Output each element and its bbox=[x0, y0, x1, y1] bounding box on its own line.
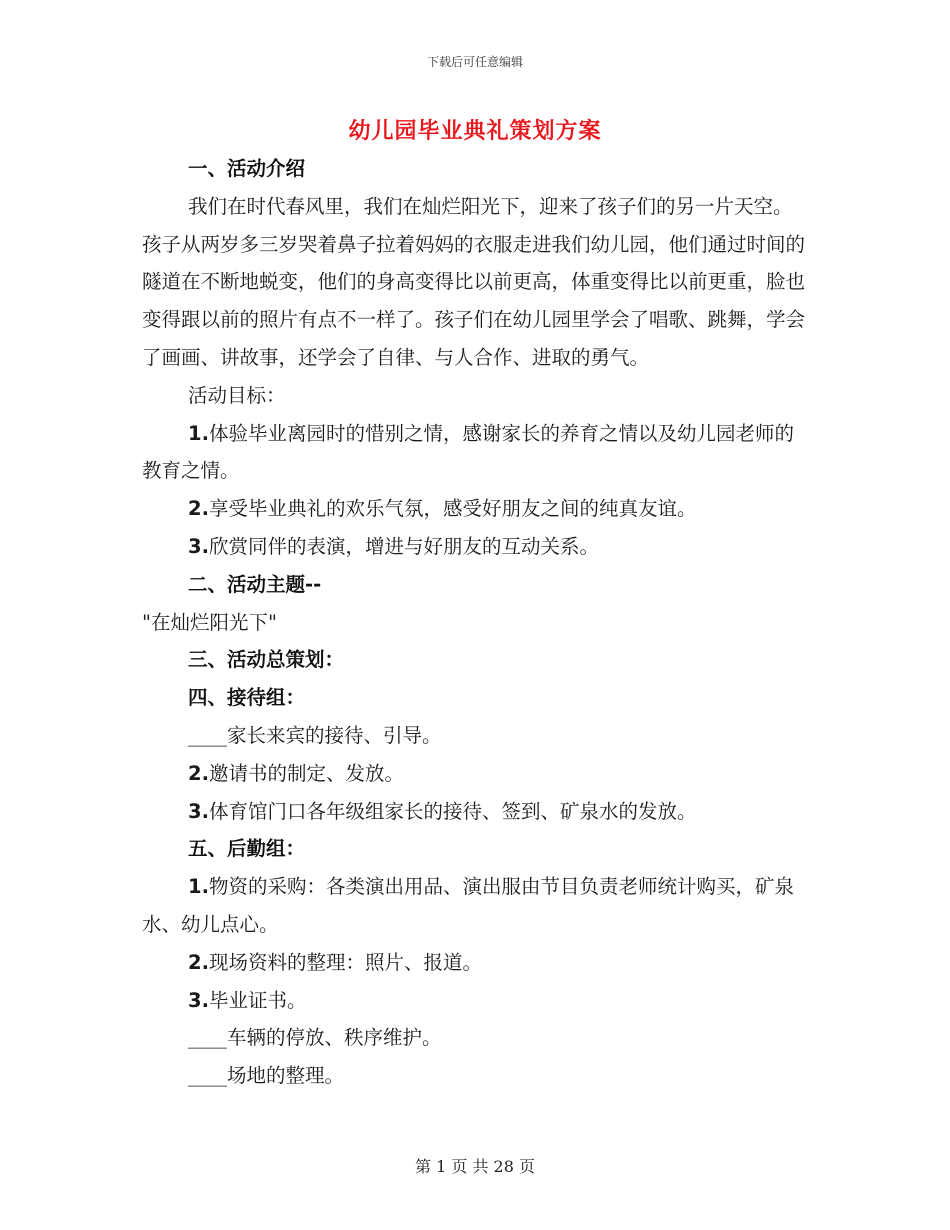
goal-item bbox=[142, 415, 807, 491]
theme-text: "在灿烂阳光下" bbox=[142, 610, 277, 634]
section-heading-intro: 一、活动介绍 bbox=[188, 157, 306, 180]
goal-item bbox=[142, 490, 807, 528]
goal-text: 欣赏同伴的表演，增进与好朋友的互动关系。 bbox=[208, 534, 599, 558]
goals-label: 活动目标： bbox=[188, 383, 286, 407]
page-footer: 第 1 页 共 28 页 bbox=[415, 1157, 535, 1176]
goal-number: 3. bbox=[188, 534, 209, 558]
document-title: 幼儿园毕业典礼策划方案 bbox=[348, 119, 602, 144]
reception-item bbox=[142, 793, 807, 831]
document-body bbox=[142, 150, 807, 1095]
reception-number: 3. bbox=[188, 799, 209, 823]
reception-text: 邀请书的制定、发放。 bbox=[208, 761, 404, 785]
logistics-text: ____车辆的停放、秩序维护。 bbox=[188, 1026, 442, 1050]
goal-number: 1. bbox=[188, 421, 209, 445]
reception-number: 2. bbox=[188, 761, 209, 785]
header-note: 下载后可任意编辑 bbox=[426, 55, 523, 69]
logistics-text: ____场地的整理。 bbox=[188, 1064, 345, 1088]
section-heading-reception: 四、接待组： bbox=[188, 686, 306, 710]
logistics-item bbox=[142, 982, 807, 1020]
reception-text: ____家长来宾的接待、引导。 bbox=[188, 723, 442, 747]
logistics-text: 毕业证书。 bbox=[208, 988, 307, 1012]
logistics-number: 1. bbox=[188, 875, 209, 899]
goal-item bbox=[142, 528, 807, 566]
section-heading-planning: 三、活动总策划： bbox=[188, 648, 345, 672]
reception-item bbox=[142, 717, 807, 755]
logistics-text: 现场资料的整理：照片、报道。 bbox=[208, 950, 482, 974]
goal-number: 2. bbox=[188, 497, 209, 521]
logistics-item bbox=[142, 1019, 807, 1057]
intro-paragraph: 我们在时代春风里，我们在灿烂阳光下，迎来了孩子们的另一片天空。孩子从两岁多三岁哭着鼻子拉着妈妈的衣服走进我们幼儿园，他们通过时间的隧道在不断地蜕变，他们的身高变得比以前更高，体重变得比以前更重，脸也变得跟以前的照片有点不一样了。孩子们在幼儿园里学会了唱歌、跳舞，学会了画画、讲故事，还学会了自律、与人合作、进取的勇气。 bbox=[142, 194, 806, 369]
goal-text: 享受毕业典礼的欢乐气氛，感受好朋友之间的纯真友谊。 bbox=[208, 497, 697, 521]
logistics-number: 3. bbox=[188, 988, 209, 1012]
reception-item bbox=[142, 755, 807, 793]
goal-text: 体验毕业离园时的惜别之情，感谢家长的养育之情以及幼儿园老师的教育之情。 bbox=[142, 421, 794, 483]
logistics-item bbox=[142, 944, 807, 982]
section-heading-theme: 二、活动主题-- bbox=[188, 572, 322, 596]
section-heading-logistics: 五、后勤组： bbox=[188, 837, 306, 861]
logistics-item bbox=[142, 868, 807, 944]
logistics-number: 2. bbox=[188, 950, 209, 974]
logistics-item bbox=[142, 1057, 807, 1095]
reception-text: 体育馆门口各年级组家长的接待、签到、矿泉水的发放。 bbox=[208, 799, 697, 823]
logistics-text: 物资的采购：各类演出用品、演出服由节目负责老师统计购买，矿泉水、幼儿点心。 bbox=[142, 875, 794, 936]
